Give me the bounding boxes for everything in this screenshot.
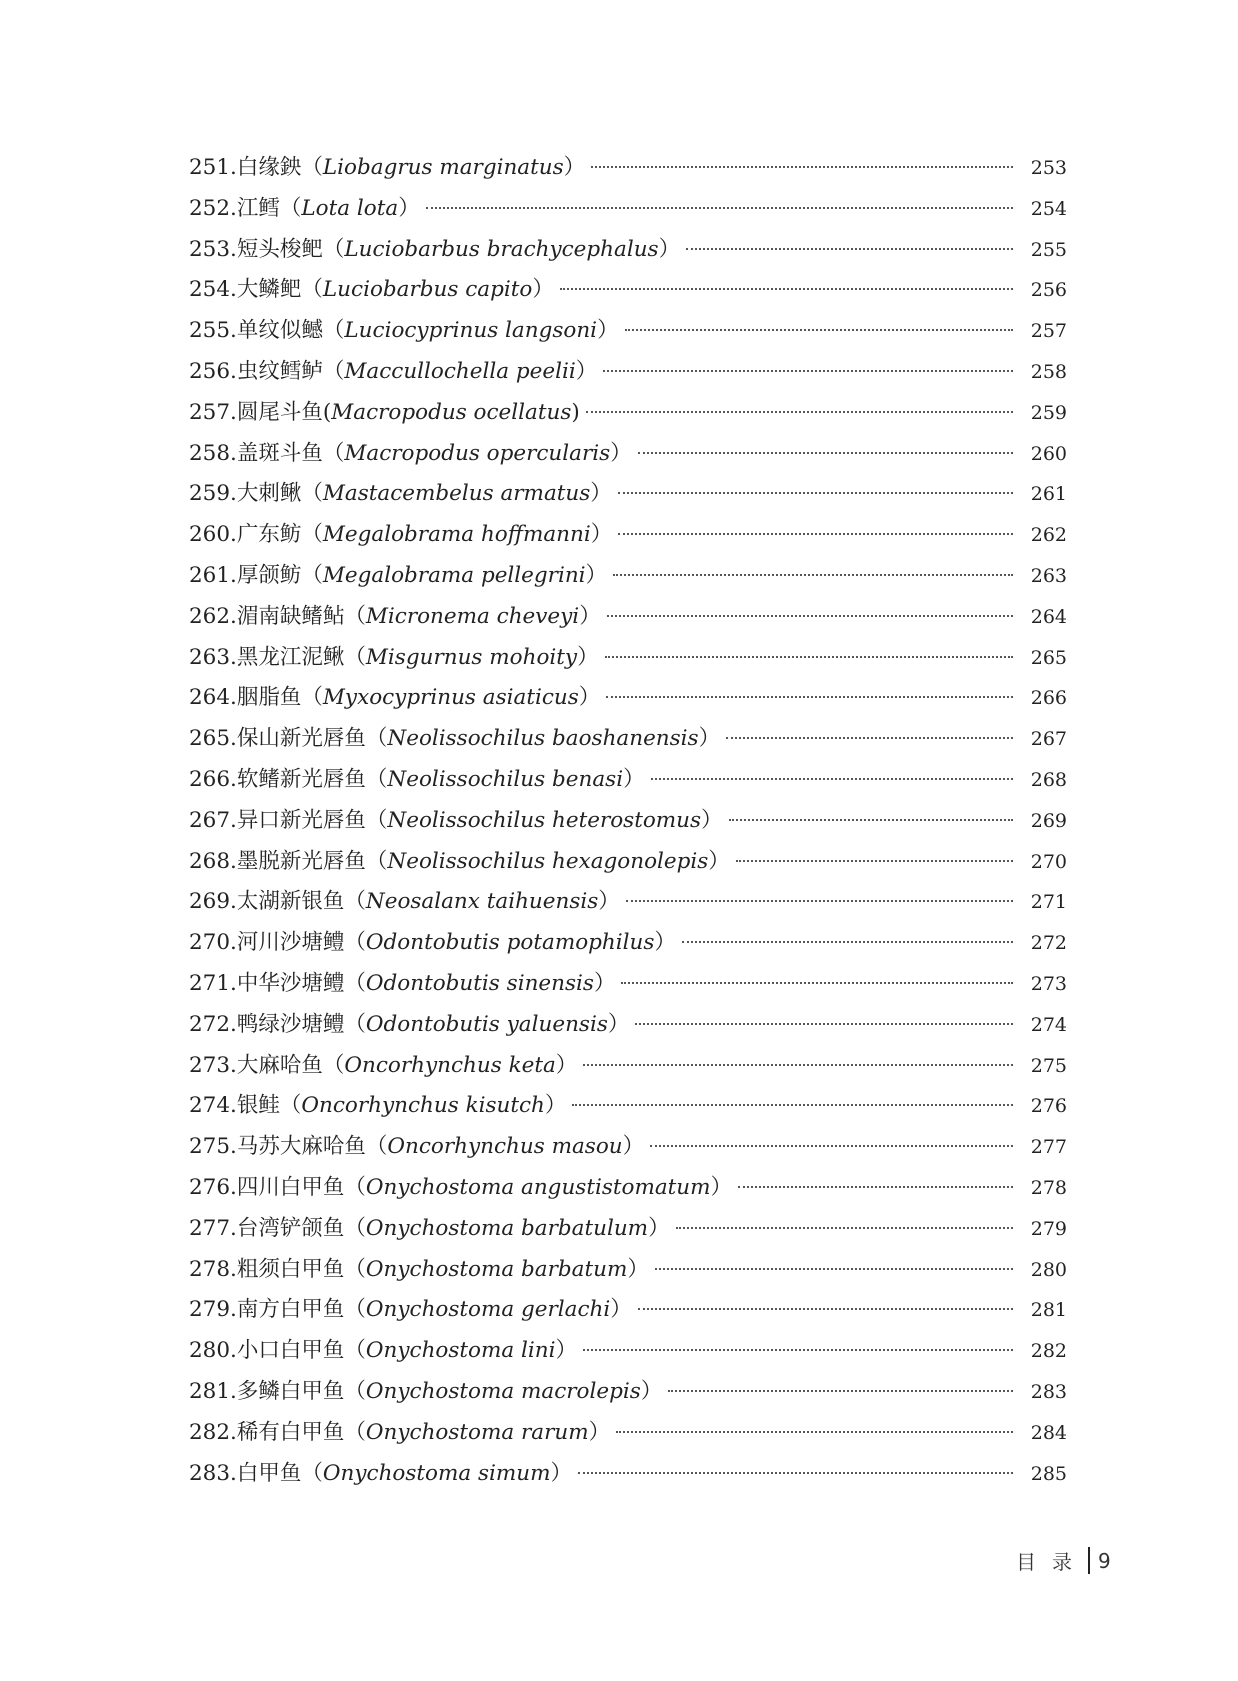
entry-scientific-name: Odontobutis sinensis — [365, 970, 594, 996]
entry-close-paren: ） — [588, 1419, 611, 1445]
entry-close-paren: ） — [597, 318, 619, 344]
entry-page-number: 261 — [1030, 483, 1067, 506]
entry-close-paren: ) — [571, 399, 580, 425]
entry-open-paren: （ — [301, 522, 323, 548]
entry-open-paren: （ — [344, 1338, 366, 1364]
toc-entry[interactable] — [189, 597, 1067, 638]
dot-leader — [578, 1472, 1013, 1474]
toc-entry[interactable] — [189, 1331, 1067, 1372]
entry-page-number: 269 — [1030, 809, 1067, 832]
entry-chinese-name: 南方白甲鱼 — [236, 1297, 345, 1323]
toc-entry[interactable] — [189, 1413, 1067, 1454]
entry-open-paren: （ — [344, 603, 366, 629]
entry-number: 254. — [189, 277, 237, 303]
entry-number: 253. — [189, 236, 237, 262]
entry-close-paren: ） — [627, 1256, 649, 1282]
entry-scientific-name: Oncorhynchus kisutch — [301, 1093, 545, 1119]
entry-scientific-name: Onychostoma lini — [365, 1338, 556, 1364]
entry-chinese-name: 虫纹鳕鲈 — [236, 358, 323, 384]
entry-chinese-name: 江鳕 — [236, 195, 280, 221]
entry-close-paren: ） — [701, 807, 723, 833]
dot-leader — [607, 615, 1013, 617]
entry-open-paren: （ — [301, 685, 323, 711]
toc-entry[interactable] — [189, 882, 1067, 923]
entry-scientific-name: Neolissochilus baoshanensis — [387, 726, 699, 752]
entry-page-number: 285 — [1030, 1462, 1067, 1485]
entry-page-number: 266 — [1030, 687, 1067, 710]
entry-open-paren: （ — [344, 889, 366, 915]
entry-scientific-name: Onychostoma angustistomatum — [365, 1174, 711, 1200]
dot-leader — [682, 941, 1013, 943]
entry-scientific-name: Lota lota — [301, 195, 399, 221]
entry-page-number: 272 — [1030, 932, 1067, 955]
entry-chinese-name: 马苏大麻哈鱼 — [236, 1134, 366, 1160]
entry-page-number: 256 — [1030, 279, 1067, 302]
entry-number: 271. — [189, 970, 237, 996]
entry-scientific-name: Myxocyprinus asiaticus — [322, 685, 579, 711]
entry-chinese-name: 大刺鳅 — [236, 481, 302, 507]
toc-entry[interactable] — [189, 760, 1067, 801]
entry-close-paren: ） — [577, 644, 599, 670]
entry-open-paren: （ — [322, 1052, 345, 1078]
dot-leader — [591, 166, 1013, 168]
entry-number: 282. — [189, 1419, 237, 1445]
entry-chinese-name: 四川白甲鱼 — [236, 1174, 345, 1200]
entry-close-paren: ） — [585, 562, 608, 588]
entry-scientific-name: Odontobutis yaluensis — [365, 1011, 608, 1037]
entry-scientific-name: Neosalanx taihuensis — [365, 889, 599, 915]
page-footer — [1016, 1546, 1111, 1575]
entry-chinese-name: 单纹似鳡 — [236, 318, 323, 344]
entry-page-number: 271 — [1030, 891, 1067, 914]
entry-close-paren: ） — [590, 481, 612, 507]
toc-entry[interactable] — [189, 556, 1067, 597]
entry-page-number: 284 — [1030, 1421, 1067, 1444]
footer-divider — [1088, 1547, 1090, 1574]
entry-scientific-name: Neolissochilus benasi — [387, 766, 624, 792]
entry-chinese-name: 多鳞白甲鱼 — [236, 1378, 345, 1404]
dot-leader — [726, 737, 1013, 739]
dot-leader — [560, 288, 1013, 290]
entry-chinese-name: 银鲑 — [236, 1093, 280, 1119]
dot-leader — [638, 1308, 1013, 1310]
toc-entry[interactable] — [189, 352, 1067, 393]
entry-number: 273. — [189, 1052, 237, 1078]
footer-section-label: 目录 — [1016, 1550, 1088, 1574]
toc-entry[interactable] — [189, 842, 1067, 883]
dot-leader — [686, 248, 1013, 250]
dot-leader — [738, 1186, 1013, 1188]
entry-number: 252. — [189, 195, 237, 221]
entry-open-paren: （ — [344, 1297, 366, 1323]
entry-chinese-name: 保山新光唇鱼 — [236, 726, 366, 752]
entry-page-number: 281 — [1030, 1299, 1067, 1322]
dot-leader — [651, 778, 1013, 780]
entry-page-number: 279 — [1030, 1217, 1067, 1240]
entry-chinese-name: 盖斑斗鱼 — [236, 440, 323, 466]
dot-leader — [613, 574, 1013, 576]
entry-chinese-name: 白缘鉠 — [236, 155, 302, 180]
entry-close-paren: ） — [654, 930, 676, 956]
entry-page-number: 282 — [1030, 1340, 1067, 1363]
entry-chinese-name: 稀有白甲鱼 — [236, 1419, 345, 1445]
entry-close-paren: ） — [648, 1215, 670, 1241]
toc-entry[interactable] — [189, 964, 1067, 1005]
entry-page-number: 262 — [1030, 524, 1067, 547]
dot-leader — [426, 207, 1013, 209]
toc-entry[interactable] — [189, 1005, 1067, 1046]
entry-chinese-name: 中华沙塘鳢 — [236, 970, 345, 996]
entry-number: 270. — [189, 930, 237, 956]
entry-page-number: 255 — [1030, 238, 1067, 261]
entry-page-number: 258 — [1030, 360, 1067, 383]
entry-open-paren: （ — [365, 726, 388, 752]
dot-leader — [635, 1023, 1013, 1025]
toc-entry[interactable] — [189, 923, 1067, 964]
entry-open-paren: （ — [279, 195, 302, 221]
entry-close-paren: ） — [575, 358, 598, 384]
entry-open-paren: （ — [322, 358, 345, 384]
entry-number: 265. — [189, 726, 237, 752]
entry-chinese-name: 河川沙塘鳢 — [236, 930, 345, 956]
toc-entry[interactable] — [189, 1168, 1067, 1209]
toc-entry[interactable] — [189, 638, 1067, 679]
entry-scientific-name: Odontobutis potamophilus — [365, 930, 655, 956]
entry-scientific-name: Mastacembelus armatus — [322, 481, 591, 507]
entry-chinese-name: 黑龙江泥鳅 — [236, 644, 345, 670]
dot-leader — [572, 1104, 1013, 1106]
entry-chinese-name: 大麻哈鱼 — [236, 1052, 323, 1078]
entry-scientific-name: Luciobarbus brachycephalus — [344, 236, 659, 262]
entry-scientific-name: Onychostoma simum — [322, 1460, 551, 1486]
entry-number: 276. — [189, 1174, 237, 1200]
entry-close-paren: ） — [593, 970, 616, 996]
entry-open-paren: （ — [365, 1134, 388, 1160]
entry-close-paren: ） — [555, 1338, 578, 1364]
entry-chinese-name: 短头梭鲃 — [236, 236, 323, 262]
entry-page-number: 274 — [1030, 1013, 1067, 1036]
entry-number: 274. — [189, 1093, 237, 1119]
entry-close-paren: ） — [640, 1378, 663, 1404]
toc-entry[interactable] — [189, 230, 1067, 271]
entry-chinese-name: 小口白甲鱼 — [236, 1338, 345, 1364]
entry-chinese-name: 异口新光唇鱼 — [236, 807, 366, 833]
toc-entry[interactable] — [189, 1046, 1067, 1087]
toc-entry[interactable] — [189, 474, 1067, 515]
entry-scientific-name: Misgurnus mohoity — [365, 644, 578, 670]
entry-scientific-name: Liobagrus marginatus — [322, 155, 564, 180]
entry-scientific-name: Megalobrama hoffmanni — [322, 522, 591, 548]
toc-entry[interactable] — [189, 1127, 1067, 1168]
entry-chinese-name: 台湾铲颌鱼 — [236, 1215, 345, 1241]
entry-close-paren: ） — [623, 766, 645, 792]
toc-entry[interactable] — [189, 1372, 1067, 1413]
entry-page-number: 267 — [1030, 728, 1067, 751]
entry-open-paren: （ — [301, 277, 323, 303]
entry-scientific-name: Megalobrama pellegrini — [322, 562, 586, 588]
entry-close-paren: ） — [710, 1174, 733, 1200]
entry-number: 281. — [189, 1378, 237, 1404]
entry-number: 279. — [189, 1297, 237, 1323]
dot-leader — [616, 1431, 1013, 1433]
dot-leader — [655, 1268, 1013, 1270]
entry-number: 255. — [189, 318, 237, 344]
dot-leader — [586, 411, 1013, 413]
dot-leader — [621, 982, 1013, 984]
entry-page-number: 257 — [1030, 320, 1067, 343]
toc-entry[interactable] — [189, 1250, 1067, 1291]
entry-chinese-name: 大鳞鲃 — [236, 277, 302, 303]
dot-leader — [736, 860, 1013, 862]
entry-close-paren: ） — [607, 1011, 630, 1037]
entry-chinese-name: 圆尾斗鱼 — [236, 399, 323, 425]
entry-scientific-name: Micronema cheveyi — [365, 603, 580, 629]
entry-close-paren: ） — [579, 603, 601, 629]
entry-chinese-name: 厚颌鲂 — [236, 562, 302, 588]
entry-close-paren: ） — [550, 1460, 573, 1486]
entry-scientific-name: Oncorhynchus keta — [344, 1052, 556, 1078]
entry-open-paren: （ — [322, 318, 345, 344]
entry-open-paren: （ — [344, 970, 366, 996]
entry-chinese-name: 湄南缺鳍鲇 — [236, 603, 345, 629]
entry-scientific-name: Macropodus ocellatus — [331, 399, 572, 425]
entry-close-paren: ） — [698, 726, 721, 752]
entry-close-paren: ） — [610, 440, 632, 466]
dot-leader — [625, 329, 1013, 331]
dot-leader — [618, 492, 1013, 494]
entry-page-number: 273 — [1030, 972, 1067, 995]
toc-entry[interactable] — [189, 1209, 1067, 1250]
entry-open-paren: （ — [344, 1174, 366, 1200]
entry-chinese-name: 广东鲂 — [236, 522, 302, 548]
entry-scientific-name: Luciocyprinus langsoni — [344, 318, 598, 344]
entry-open-paren: ( — [322, 399, 332, 425]
entry-open-paren: （ — [301, 1460, 323, 1486]
entry-open-paren: （ — [344, 930, 366, 956]
entry-page-number: 254 — [1030, 197, 1067, 220]
entry-number: 262. — [189, 603, 237, 629]
entry-page-number: 275 — [1030, 1054, 1067, 1077]
entry-number: 264. — [189, 685, 237, 711]
toc-entry[interactable] — [189, 678, 1067, 719]
entry-chinese-name: 墨脱新光唇鱼 — [236, 848, 366, 874]
entry-open-paren: （ — [344, 1011, 366, 1037]
entry-open-paren: （ — [344, 644, 366, 670]
toc-entry[interactable] — [189, 1086, 1067, 1127]
entry-number: 259. — [189, 481, 237, 507]
entry-page-number: 277 — [1030, 1136, 1067, 1159]
entry-scientific-name: Neolissochilus hexagonolepis — [387, 848, 709, 874]
entry-scientific-name: Onychostoma macrolepis — [365, 1378, 641, 1404]
entry-open-paren: （ — [322, 440, 345, 466]
entry-open-paren: （ — [344, 1215, 366, 1241]
entry-close-paren: ） — [708, 848, 730, 874]
entry-number: 275. — [189, 1134, 237, 1160]
entry-open-paren: （ — [344, 1419, 366, 1445]
entry-open-paren: （ — [301, 481, 323, 507]
toc-entry[interactable] — [189, 434, 1067, 475]
entry-scientific-name: Macropodus opercularis — [344, 440, 611, 466]
dot-leader — [676, 1227, 1013, 1229]
entry-number: 261. — [189, 562, 237, 588]
entry-number: 267. — [189, 807, 237, 833]
entry-number: 263. — [189, 644, 237, 670]
entry-page-number: 270 — [1030, 850, 1067, 873]
entry-number: 268. — [189, 848, 237, 874]
entry-number: 278. — [189, 1256, 237, 1282]
dot-leader — [638, 452, 1013, 454]
entry-number: 280. — [189, 1338, 237, 1364]
entry-close-paren: ） — [658, 236, 681, 262]
dot-leader — [618, 533, 1013, 535]
table-of-contents — [189, 148, 1067, 1494]
entry-number: 272. — [189, 1011, 237, 1037]
entry-scientific-name: Oncorhynchus masou — [387, 1134, 623, 1160]
toc-entry[interactable] — [189, 1290, 1067, 1331]
entry-chinese-name: 软鳍新光唇鱼 — [236, 766, 366, 792]
entry-open-paren: （ — [322, 236, 345, 262]
entry-chinese-name: 太湖新银鱼 — [236, 889, 345, 915]
entry-page-number: 260 — [1030, 442, 1067, 465]
entry-page-number: 278 — [1030, 1176, 1067, 1199]
entry-number: 283. — [189, 1460, 237, 1486]
entry-open-paren: （ — [301, 562, 323, 588]
entry-page-number: 283 — [1030, 1380, 1067, 1403]
entry-close-paren: ） — [544, 1093, 567, 1119]
entry-page-number: 276 — [1030, 1095, 1067, 1118]
entry-number: 260. — [189, 522, 237, 548]
dot-leader — [605, 656, 1013, 658]
entry-scientific-name: Neolissochilus heterostomus — [387, 807, 702, 833]
dot-leader — [729, 819, 1013, 821]
entry-page-number: 264 — [1030, 605, 1067, 628]
footer-page-number: 9 — [1098, 1548, 1111, 1573]
entry-number: 251. — [189, 155, 237, 180]
toc-entry[interactable] — [189, 311, 1067, 352]
entry-number: 266. — [189, 766, 237, 792]
entry-scientific-name: Onychostoma rarum — [365, 1419, 589, 1445]
entry-number: 256. — [189, 358, 237, 384]
entry-page-number: 259 — [1030, 401, 1067, 424]
entry-scientific-name: Onychostoma gerlachi — [365, 1297, 611, 1323]
entry-scientific-name: Onychostoma barbatum — [365, 1256, 628, 1282]
entry-open-paren: （ — [365, 848, 388, 874]
entry-scientific-name: Maccullochella peelii — [344, 358, 576, 384]
dot-leader — [668, 1390, 1013, 1392]
entry-open-paren: （ — [344, 1378, 366, 1404]
entry-close-paren: ） — [555, 1052, 578, 1078]
entry-close-paren: ） — [590, 522, 613, 548]
entry-close-paren: ） — [398, 195, 420, 221]
entry-page-number: 268 — [1030, 768, 1067, 791]
toc-entry[interactable] — [189, 393, 1067, 434]
entry-chinese-name: 鸭绿沙塘鳢 — [236, 1011, 345, 1037]
entry-scientific-name: Onychostoma barbatulum — [365, 1215, 649, 1241]
entry-open-paren: （ — [279, 1093, 302, 1119]
entry-chinese-name: 胭脂鱼 — [236, 685, 302, 711]
dot-leader — [650, 1145, 1013, 1147]
dot-leader — [626, 900, 1013, 902]
toc-entry[interactable] — [189, 189, 1067, 230]
toc-entry[interactable] — [189, 1454, 1067, 1495]
toc-entry[interactable] — [189, 515, 1067, 556]
toc-entry[interactable] — [189, 801, 1067, 842]
toc-entry[interactable] — [189, 719, 1067, 760]
entry-chinese-name: 白甲鱼 — [236, 1460, 302, 1486]
toc-entry[interactable] — [189, 148, 1067, 189]
entry-scientific-name: Luciobarbus capito — [322, 277, 533, 303]
entry-close-paren: ） — [578, 685, 601, 711]
dot-leader — [606, 696, 1013, 698]
dot-leader — [583, 1349, 1013, 1351]
entry-page-number: 265 — [1030, 646, 1067, 669]
entry-chinese-name: 粗须白甲鱼 — [236, 1256, 345, 1282]
entry-number: 269. — [189, 889, 237, 915]
entry-open-paren: （ — [365, 766, 388, 792]
dot-leader — [583, 1064, 1013, 1066]
entry-number: 257. — [189, 399, 237, 425]
entry-close-paren: ） — [622, 1134, 645, 1160]
entry-open-paren: （ — [301, 155, 323, 180]
entry-page-number: 280 — [1030, 1258, 1067, 1281]
toc-entry[interactable] — [189, 270, 1067, 311]
entry-open-paren: （ — [344, 1256, 366, 1282]
entry-open-paren: （ — [365, 807, 388, 833]
dot-leader — [603, 370, 1013, 372]
entry-page-number: 253 — [1030, 157, 1067, 179]
entry-number: 277. — [189, 1215, 237, 1241]
entry-number: 258. — [189, 440, 237, 466]
entry-close-paren: ） — [610, 1297, 632, 1323]
entry-page-number: 263 — [1030, 564, 1067, 587]
entry-close-paren: ） — [598, 889, 620, 915]
entry-close-paren: ） — [563, 155, 586, 180]
entry-close-paren: ） — [532, 277, 554, 303]
